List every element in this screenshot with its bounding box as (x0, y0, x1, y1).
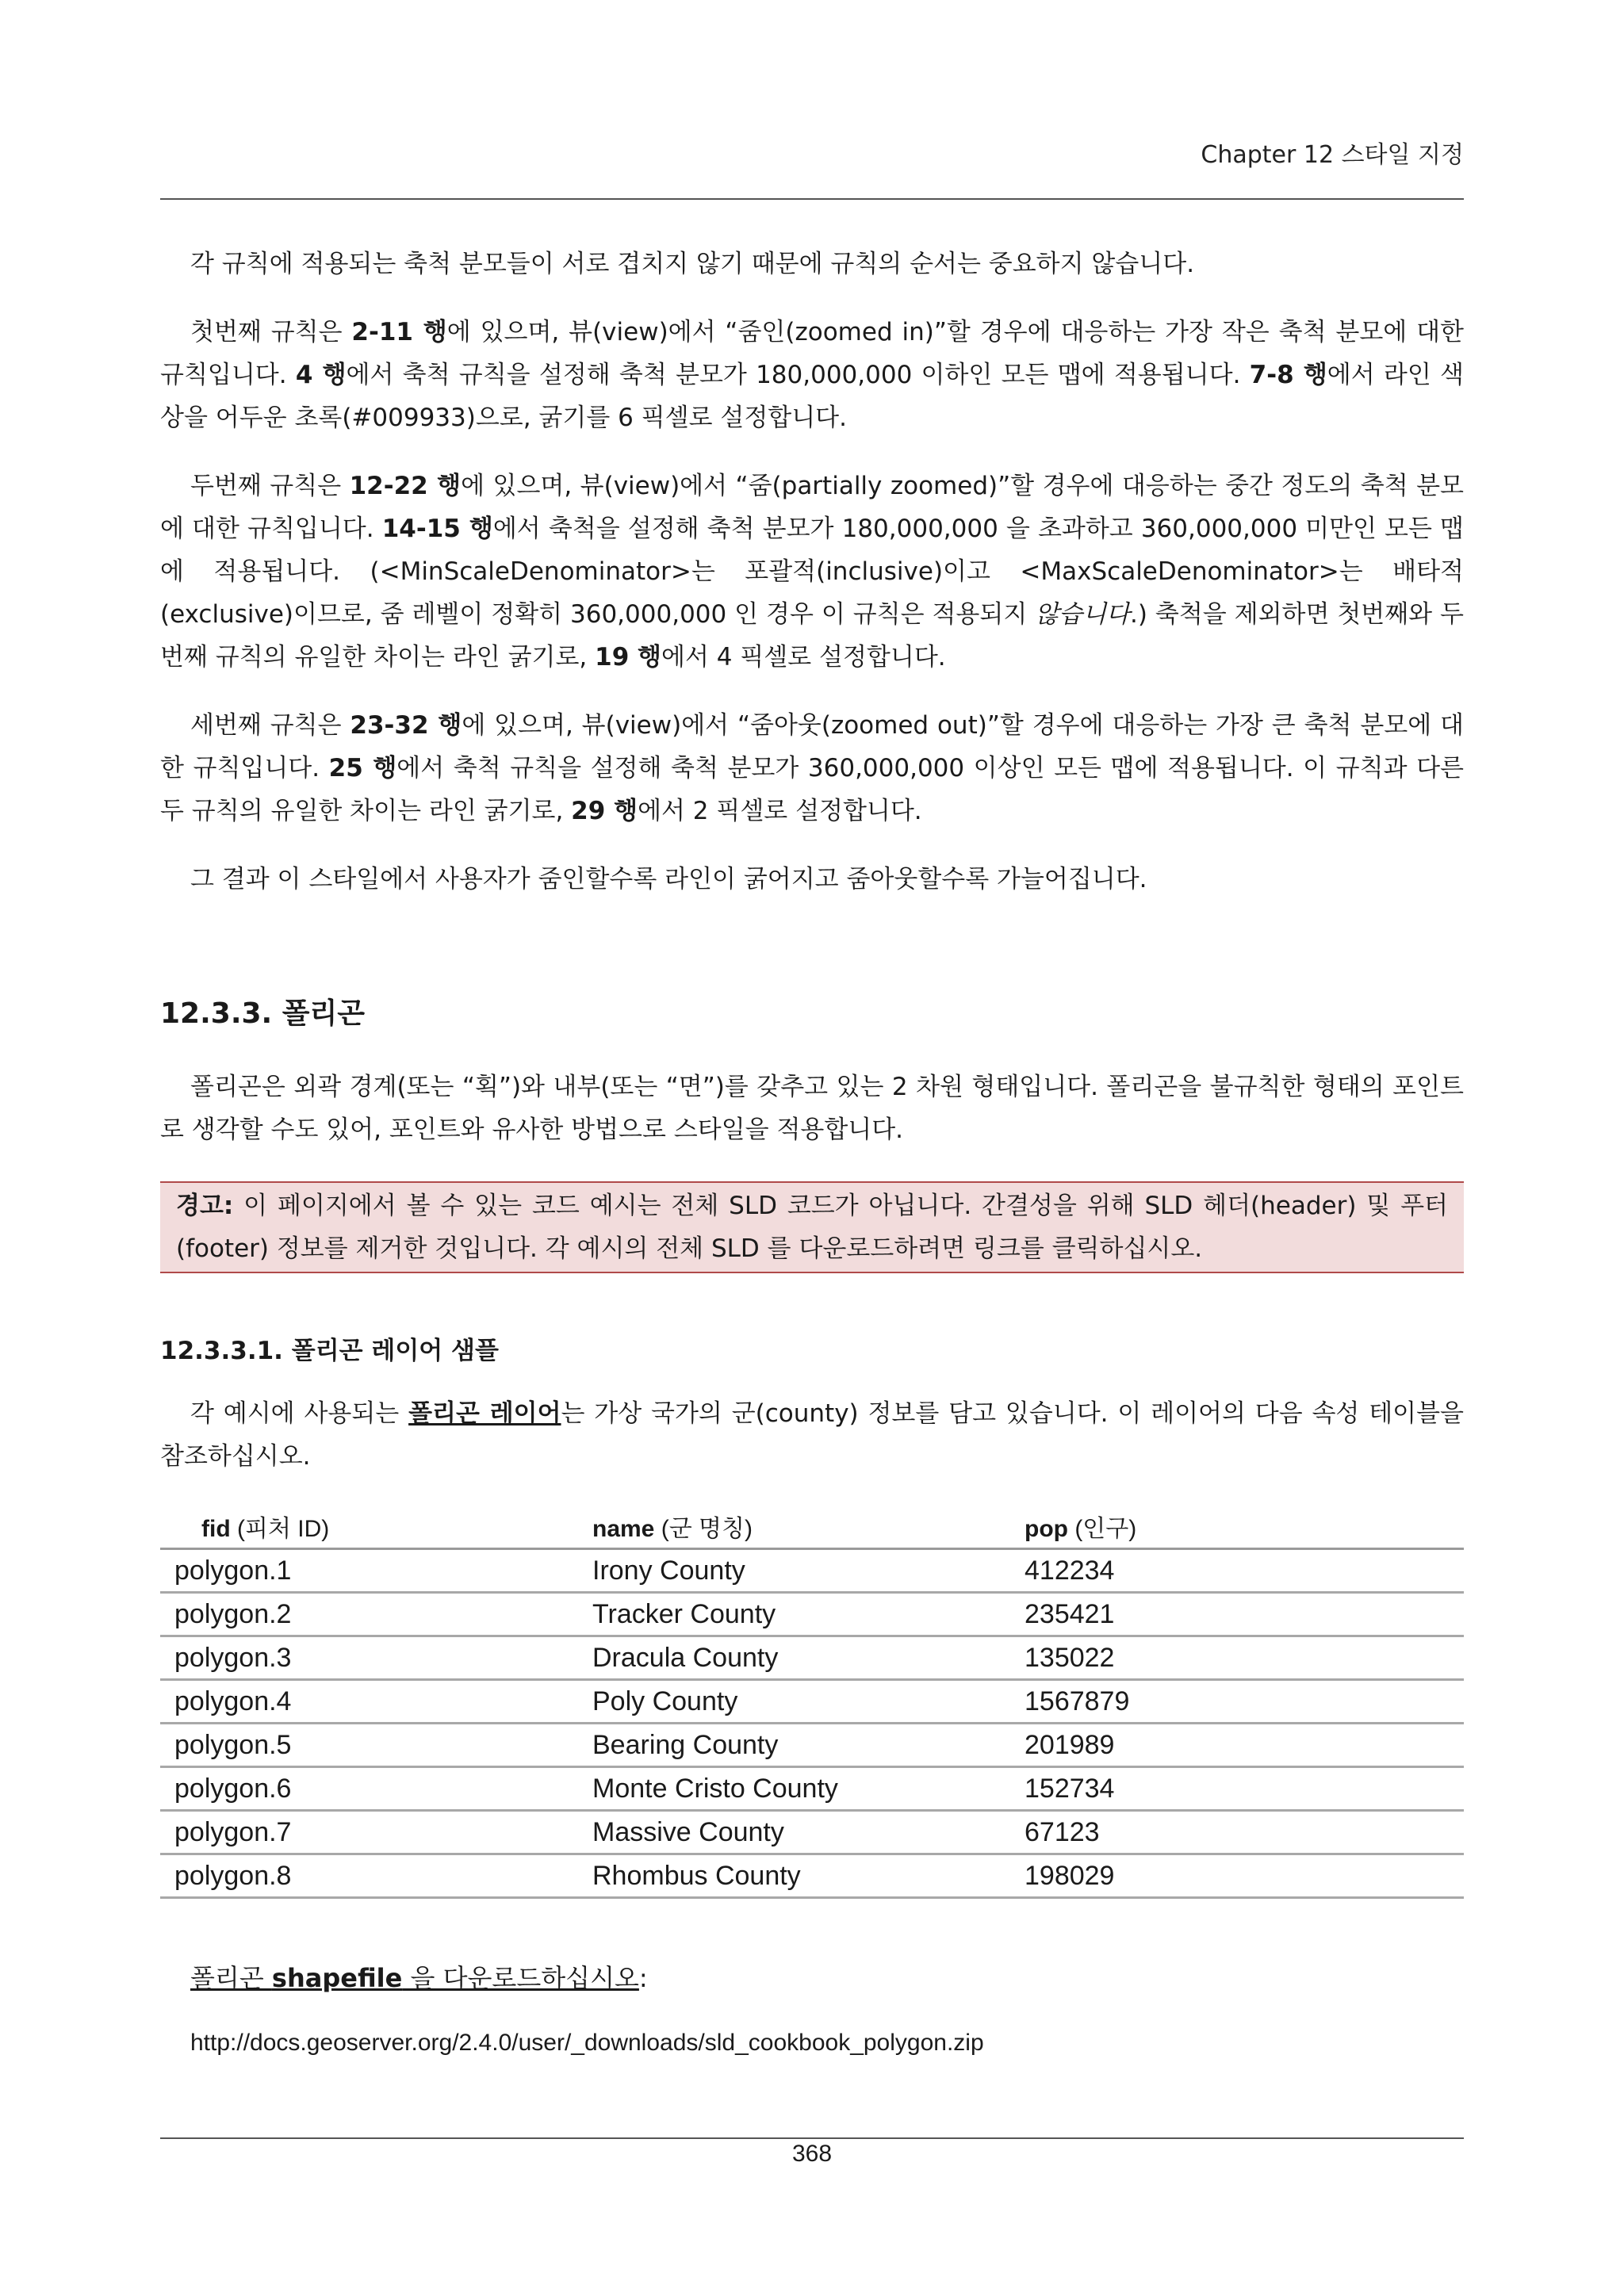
line-ref: 7-8 행 (1249, 361, 1327, 389)
attribute-table (160, 1505, 1464, 1899)
line-ref: 14-15 행 (381, 515, 493, 543)
table-row (160, 1636, 1464, 1680)
table-row (160, 1724, 1464, 1767)
table-row (160, 1549, 1464, 1593)
paragraph-result: 그 결과 이 스타일에서 사용자가 줌인할수록 라인이 굵어지고 줌아웃할수록 가늘어집니다. (190, 865, 1147, 894)
cell-pop: 201989 (1025, 1724, 1464, 1767)
section-intro (160, 1066, 1464, 1177)
paragraph-first-rule: 첫번째 규칙은 2-11 행에 있으며, 뷰(view)에서 “줌인(zoomed in)”할 경우에 대응하는 가장 작은 축척 분모에 대한 규칙입니다. 4 행에서 축척 규칙을 설정해 축척 분모가 180,000,000 이하인 모든 맵에 적용됩니다. 7-8 행에서 라인 색상을 어두운 초록(#009933)으로, 굵기를 6 픽셀로 설정합니다. (160, 318, 1464, 432)
polygon-layer-link[interactable]: 폴리곤 레이어 (408, 1399, 561, 1428)
page-number: 368 (791, 2141, 833, 2167)
cell-pop: 198029 (1025, 1854, 1464, 1898)
line-ref: 23-32 행 (350, 711, 462, 740)
subsection-heading: 12.3.3.1. 폴리곤 레이어 샘플 (160, 1337, 499, 1365)
header-divider (160, 198, 1464, 200)
table-row (160, 1811, 1464, 1854)
cell-fid: polygon.8 (160, 1854, 592, 1898)
paragraph-rule-order: 각 규칙에 적용되는 축척 분모들이 서로 겹치지 않기 때문에 규칙의 순서는 중요하지 않습니다. (190, 250, 1195, 278)
intro-text (160, 243, 1464, 926)
paragraph-layer-intro: 각 예시에 사용되는 폴리곤 레이어는 가상 국가의 군(county) 정보를 담고 있습니다. 이 레이어의 다음 속성 테이블을 참조하십시오. (160, 1399, 1464, 1471)
warning-label: 경고: (176, 1192, 234, 1220)
table-row (160, 1680, 1464, 1724)
cell-name: Bearing County (592, 1724, 1025, 1767)
cell-pop: 235421 (1025, 1593, 1464, 1636)
cell-pop: 135022 (1025, 1636, 1464, 1680)
line-ref: 12-22 행 (349, 472, 462, 500)
column-header-name: name (군 명칭) (592, 1505, 1025, 1549)
cell-pop: 152734 (1025, 1767, 1464, 1811)
cell-pop: 67123 (1025, 1811, 1464, 1854)
cell-fid: polygon.3 (160, 1636, 592, 1680)
warning-box (160, 1181, 1464, 1273)
cell-fid: polygon.6 (160, 1767, 592, 1811)
warning-text: 이 페이지에서 볼 수 있는 코드 예시는 전체 SLD 코드가 아닙니다. 간결성을 위해 SLD 헤더(header) 및 푸터(footer) 정보를 제거한 것입니다. 각 예시의 전체 SLD 를 다운로드하려면 링크를 클릭하십시오. (176, 1192, 1448, 1263)
cell-fid: polygon.2 (160, 1593, 592, 1636)
line-ref: 2-11 행 (351, 318, 447, 346)
cell-pop: 1567879 (1025, 1680, 1464, 1724)
emphasis: 않습니다 (1035, 600, 1130, 629)
cell-name: Poly County (592, 1680, 1025, 1724)
line-ref: 25 행 (328, 754, 397, 783)
cell-fid: polygon.7 (160, 1811, 592, 1854)
paragraph-third-rule: 세번째 규칙은 23-32 행에 있으며, 뷰(view)에서 “줌아웃(zoomed out)”할 경우에 대응하는 가장 큰 축척 분모에 대한 규칙입니다. 25 행에서 축척 규칙을 설정해 축척 분모가 360,000,000 이상인 모든 맵에 적용됩니다. 이 규칙과 다른 두 규칙의 유일한 차이는 라인 굵기로, 29 행에서 2 픽셀로 설정합니다. (160, 711, 1465, 825)
table-header-row (160, 1505, 1464, 1549)
cell-name: Monte Cristo County (592, 1767, 1025, 1811)
running-header: Chapter 12 스타일 지정 (1201, 141, 1464, 169)
section-heading: 12.3.3. 폴리곤 (160, 997, 366, 1030)
download-shapefile-link[interactable]: 폴리곤 shapefile 을 다운로드하십시오: (190, 1963, 648, 1993)
cell-fid: polygon.1 (160, 1549, 592, 1593)
cell-name: Dracula County (592, 1636, 1025, 1680)
cell-fid: polygon.5 (160, 1724, 592, 1767)
download-url[interactable]: http://docs.geoserver.org/2.4.0/user/_downloads/sld_cookbook_polygon.zip (190, 2030, 984, 2056)
subsection-text (160, 1392, 1464, 1503)
column-header-fid: fid (피처 ID) (160, 1505, 592, 1549)
paragraph-polygon-intro: 폴리곤은 외곽 경계(또는 “획”)와 내부(또는 “면”)를 갖추고 있는 2 차원 형태입니다. 폴리곤을 불규칙한 형태의 포인트로 생각할 수도 있어, 포인트와 유사한 방법으로 스타일을 적용합니다. (160, 1073, 1464, 1144)
table-row (160, 1854, 1464, 1898)
cell-name: Rhombus County (592, 1854, 1025, 1898)
cell-name: Irony County (592, 1549, 1025, 1593)
line-ref: 19 행 (595, 643, 662, 672)
cell-name: Massive County (592, 1811, 1025, 1854)
line-ref: 29 행 (571, 797, 638, 825)
cell-name: Tracker County (592, 1593, 1025, 1636)
table-row (160, 1767, 1464, 1811)
cell-fid: polygon.4 (160, 1680, 592, 1724)
line-ref: 4 행 (295, 361, 347, 389)
cell-pop: 412234 (1025, 1549, 1464, 1593)
paragraph-second-rule: 두번째 규칙은 12-22 행에 있으며, 뷰(view)에서 “줌(partially zoomed)”할 경우에 대응하는 중간 정도의 축척 분모에 대한 규칙입니다. 14-15 행에서 축척을 설정해 축척 분모가 180,000,000 을 초과하고 360,000,000 미만인 모든 맵에 적용됩니다. (<MinScaleDenominator>는 포괄적(inclusive)이고 <MaxScaleDenominator>는 배타적(exclusive)이므로, 줌 레벨이 정확히 360,000,000 인 경우 이 규칙은 적용되지 않습니다.) 축척을 제외하면 첫번째와 두번째 규칙의 유일한 차이는 라인 굵기로, 19 행에서 4 픽셀로 설정합니다. (160, 472, 1465, 672)
footer-divider (160, 2137, 1464, 2139)
column-header-pop: pop (인구) (1025, 1505, 1464, 1549)
table-row (160, 1593, 1464, 1636)
